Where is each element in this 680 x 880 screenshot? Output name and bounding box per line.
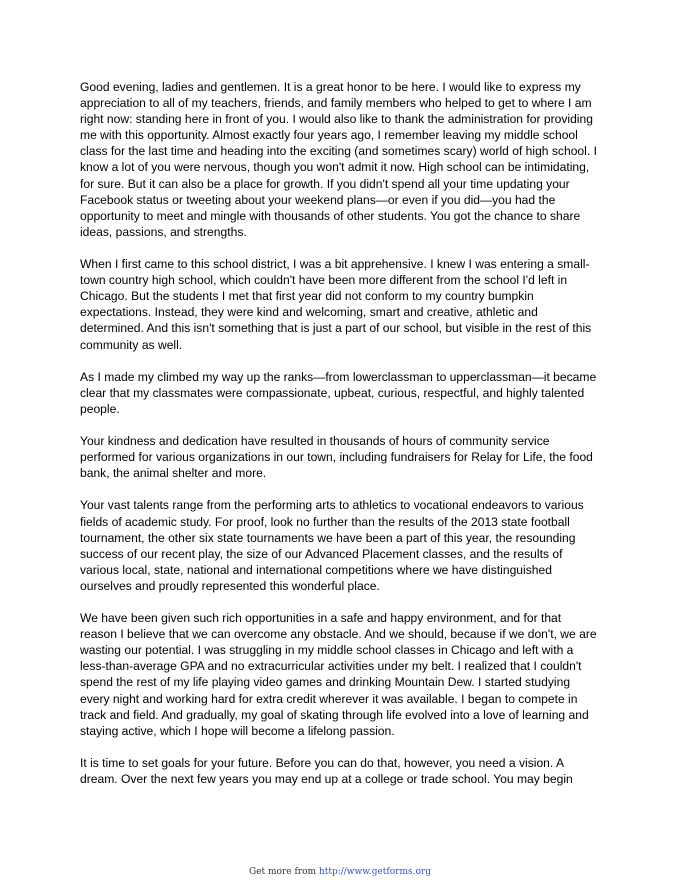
paragraph-4: Your kindness and dedication have resulted in thousands of hours of community service performed for various organizations in our town, including fundraisers for Relay for Life, the food bank, the animal shelter and more. — [80, 434, 593, 481]
paragraph-1: Good evening, ladies and gentlemen. It is a great honor to be here. I would like to express my appreciation to all of my teachers, friends, and family members who helped to get to where I am right now: standing here in front of you. I would also like to thank the administration for providing me with this opportunity. Almost exactly four years ago, I remember leaving my middle school class for the last time and heading into the exciting (and sometimes scary) world of high school. I know a lot of you were nervous, though you won't admit it now. High school can be intimidating, for sure. But it can also be a place for growth. If you didn't spend all your time updating your Facebook status or tweeting about your weekend plans—or even if you did—you had the opportunity to meet and mingle with thousands of other students. You got the chance to share ideas, passions, and strengths. — [80, 80, 597, 239]
paragraph-6: We have been given such rich opportunities in a safe and happy environment, and for that reason I believe that we can overcome any obstacle. And we should, because if we don't, we are wasting our potential. I was struggling in my middle school classes in Chicago and left with a less-than-average GPA and no extracurricular activities under my belt. I realized that I couldn't spend the rest of my life playing video games and drinking Mountain Dew. I started studying every night and working hard for extra credit wherever it was available. I began to compete in track and field. And gradually, my goal of skating through life evolved into a love of learning and staying active, which I hope will become a lifelong passion. — [80, 611, 597, 738]
footer-prefix: Get more from — [249, 867, 319, 877]
page-footer — [0, 866, 680, 878]
speech-body — [80, 79, 600, 803]
paragraph-2: When I first came to this school district, I was a bit apprehensive. I knew I was entering a small-town country high school, which couldn't have been more different from the school I'd left in Chicago. But the students I met that first year did not conform to my country bumpkin expectations. Instead, they were kind and welcoming, smart and creative, athletic and determined. And this isn't something that is just a part of our school, but visible in the rest of this community as well. — [80, 257, 592, 352]
paragraph-5: Your vast talents range from the performing arts to athletics to vocational endeavors to various fields of academic study. For proof, look no further than the results of the 2013 state football tournament, the other six state tournaments we have been a part of this year, the resounding success of our recent play, the size of our Advanced Placement classes, and the results of various local, state, national and international competitions where we have distinguished ourselves and proudly represented this wonderful place. — [80, 498, 584, 593]
footer-link[interactable]: http://www.getforms.org — [318, 867, 431, 877]
paragraph-7: It is time to set goals for your future. Before you can do that, however, you need a vision. A dream. Over the next few years you may end up at a college or trade school. You may begin — [80, 755, 573, 787]
paragraph-3: As I made my climbed my way up the ranks—from lowerclassman to upperclassman—it became clear that my classmates were compassionate, upbeat, curious, respectful, and highly talented people. — [80, 369, 597, 416]
